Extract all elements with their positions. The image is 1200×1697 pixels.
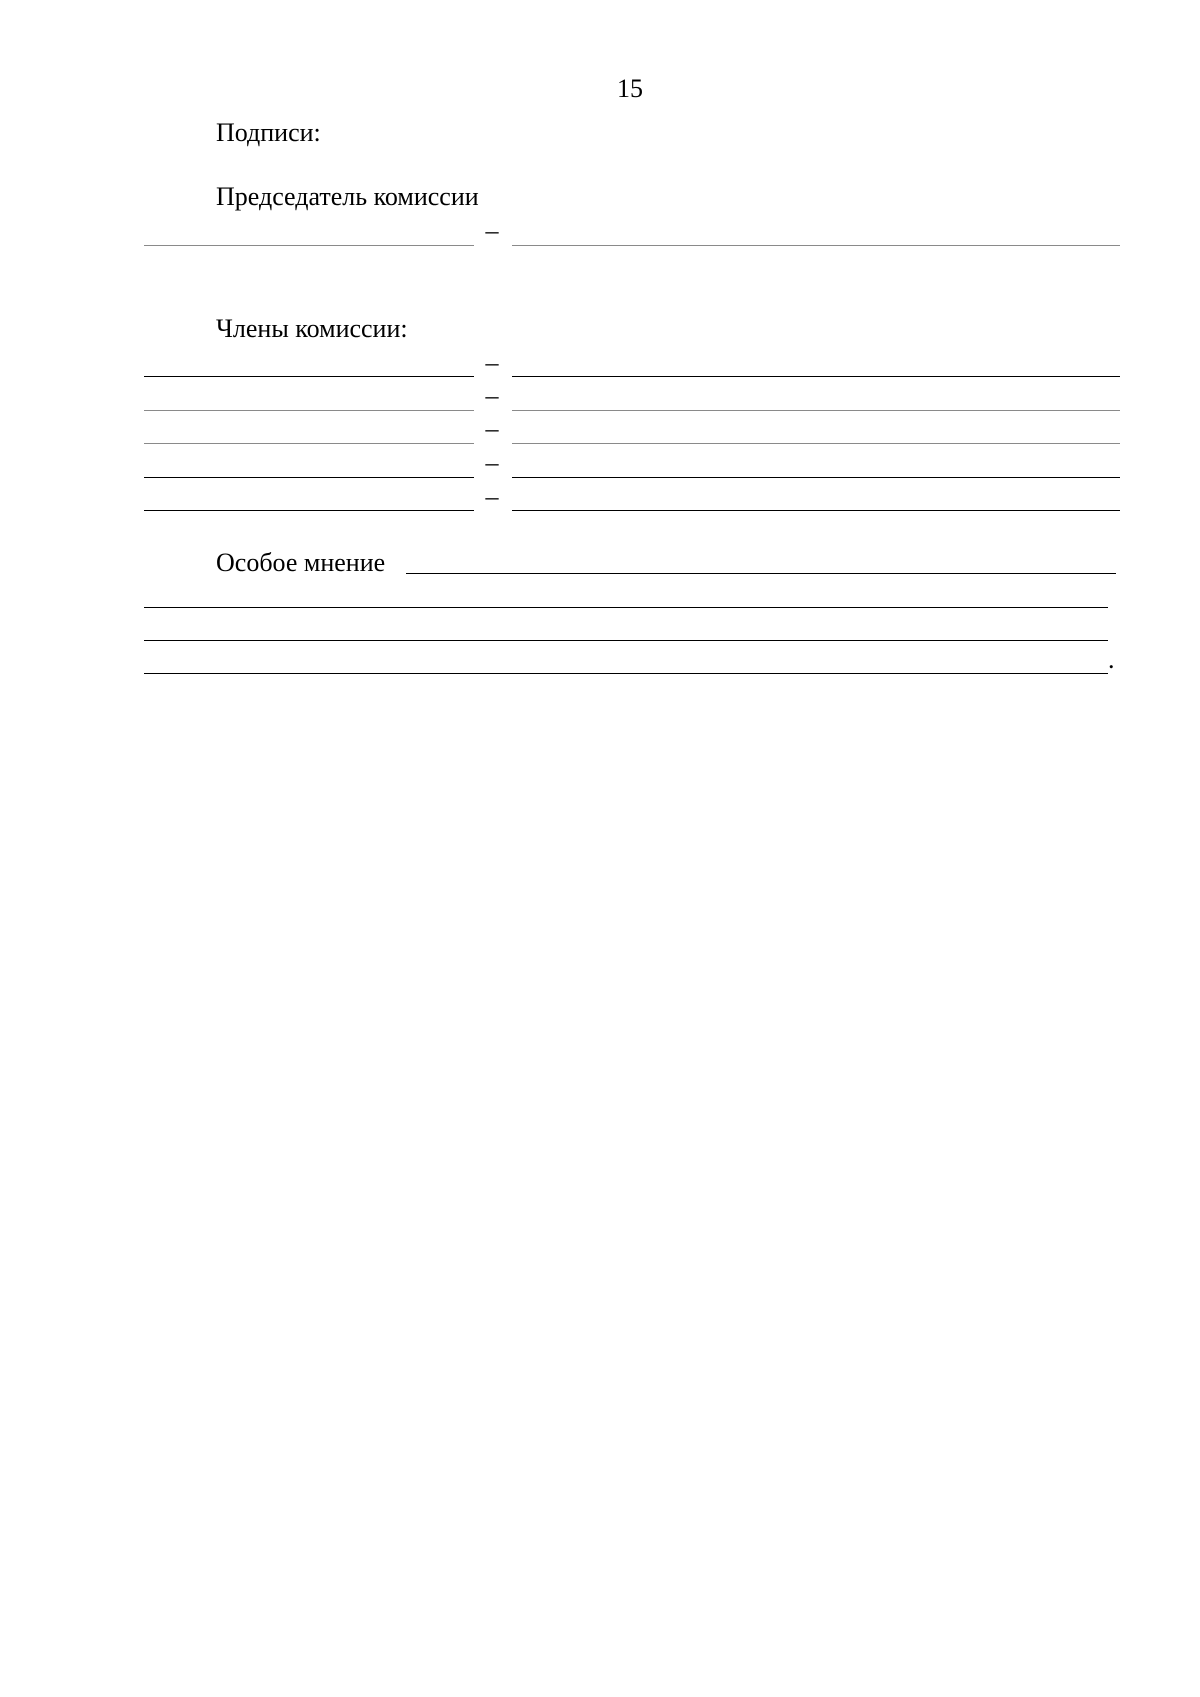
member-signature-line[interactable] (144, 477, 474, 478)
dissent-line[interactable] (144, 673, 1108, 674)
dissent-line[interactable] (406, 573, 1116, 574)
member-signature-line[interactable] (144, 410, 474, 411)
page-number: 15 (617, 74, 643, 103)
member-separator: – (485, 414, 499, 443)
member-separator: – (485, 381, 499, 410)
member-separator: – (485, 348, 499, 377)
chairman-label: Председатель комиссии (216, 182, 479, 211)
member-name-line[interactable] (512, 510, 1120, 511)
member-separator: – (485, 448, 499, 477)
member-signature-line[interactable] (144, 376, 474, 377)
members-label: Члены комиссии: (216, 314, 408, 343)
dissent-line[interactable] (144, 607, 1108, 608)
member-signature-line[interactable] (144, 510, 474, 511)
chairman-separator: – (485, 216, 499, 245)
chairman-signature-line[interactable] (144, 245, 474, 246)
member-name-line[interactable] (512, 376, 1120, 377)
member-separator: – (485, 482, 499, 511)
signatures-heading: Подписи: (216, 118, 321, 147)
member-name-line[interactable] (512, 443, 1120, 444)
chairman-name-line[interactable] (512, 245, 1120, 246)
member-name-line[interactable] (512, 477, 1120, 478)
member-name-line[interactable] (512, 410, 1120, 411)
member-signature-line[interactable] (144, 443, 474, 444)
dissent-line[interactable] (144, 640, 1108, 641)
dissent-end-period: . (1108, 645, 1115, 674)
dissent-label: Особое мнение (216, 548, 386, 577)
